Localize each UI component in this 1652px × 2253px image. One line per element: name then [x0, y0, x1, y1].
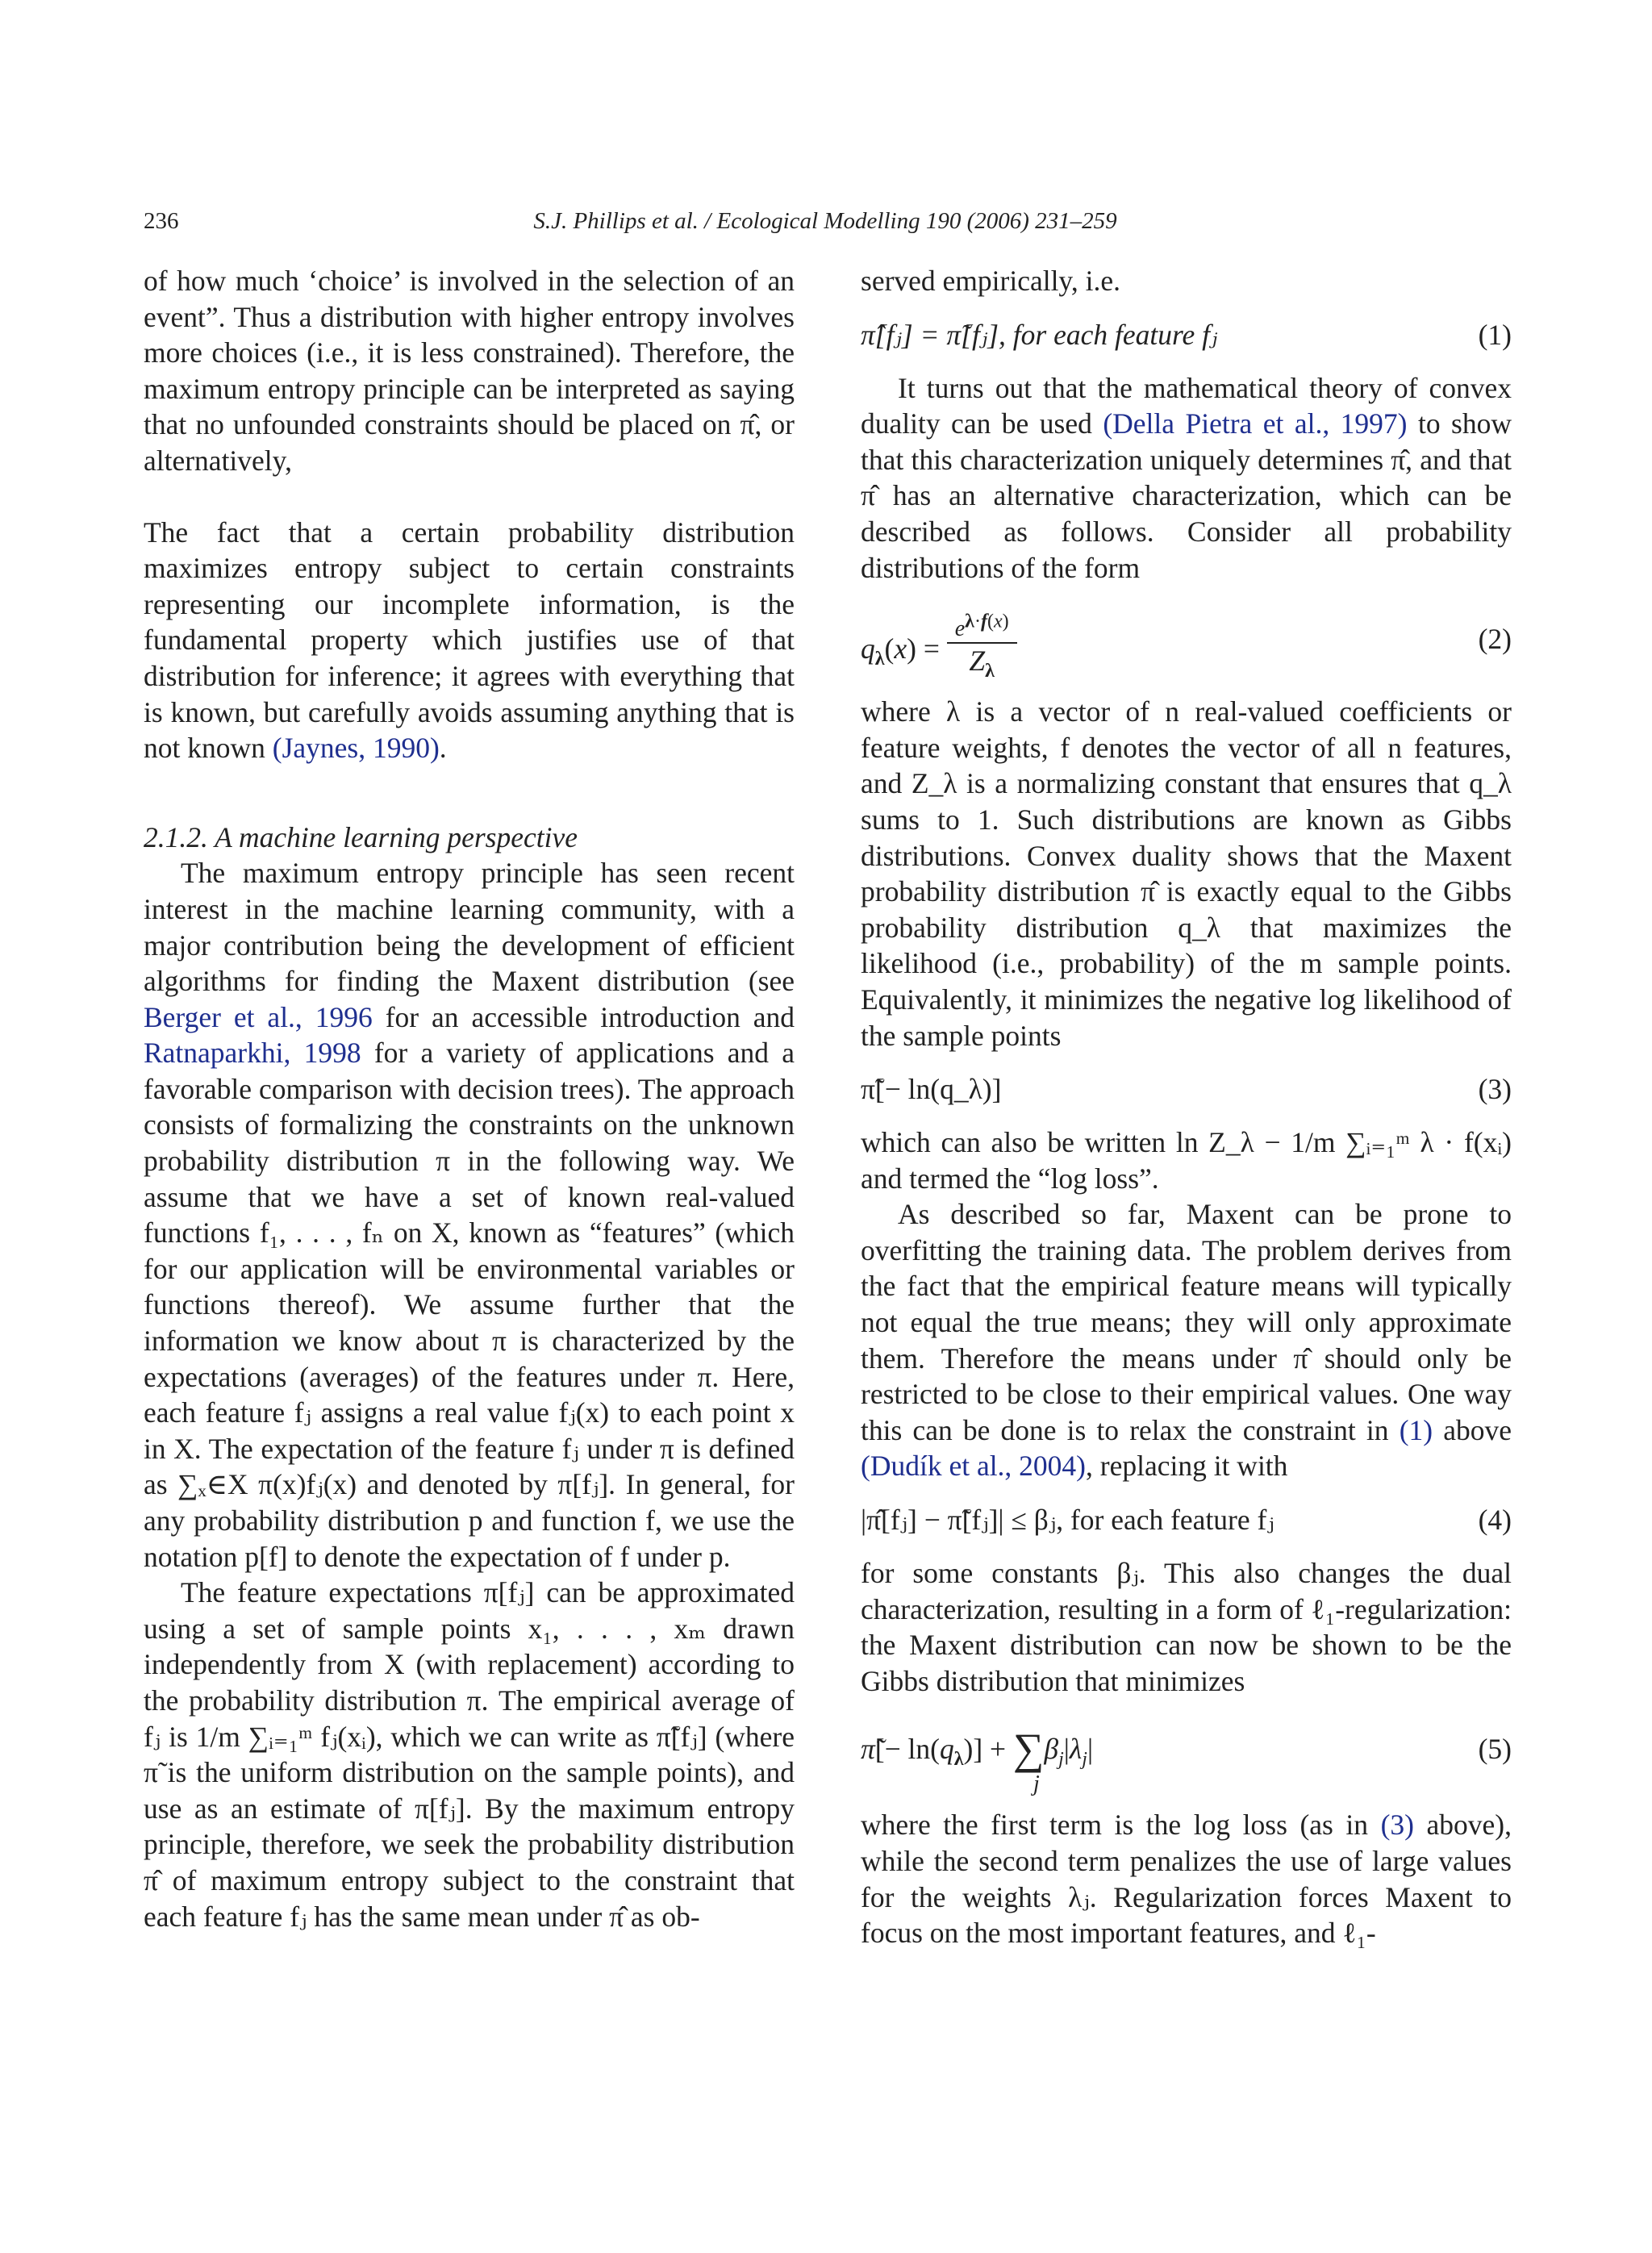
- paragraph-overfitting: [861, 1196, 1512, 1484]
- equation-5: [861, 1717, 1512, 1797]
- paragraph-log-loss-term: [861, 1807, 1512, 1951]
- equation-5-expression: π̃[− $\ln(q_\lambda)] + \sum\beta_j|\lambda_j|$ j: [861, 1724, 1094, 1797]
- equation-1: [861, 317, 1512, 353]
- equation-2-expression: $q_\lambda(x)$ = $\frac{e^{\lambda\cdot f(x)}}{Z_\lambda}$: [861, 621, 1017, 682]
- jaynes-quote-text: The fact that a certain probability distribution maximizes entropy subject to certain constraints representing our incomplete information, is the fundamental property which justifies use of that distribution for inference; it agrees with everything that is known, but carefully avoids assuming anything that is not known: [144, 515, 795, 765]
- loss-term-text-b: above), while the second term penalizes the use of large values for the weights λⱼ. Regularization forces Maxent to focus on the most important features, and ℓ₁-: [861, 1809, 1512, 1950]
- citation-ratnaparkhi[interactable]: Ratnaparkhi, 1998: [144, 1037, 361, 1070]
- citation-berger[interactable]: Berger et al., 1996: [144, 1000, 373, 1033]
- equation-2-lhs: q: [861, 632, 875, 665]
- running-head: [144, 205, 1507, 237]
- ml-text-c: for a variety of applications and a favorable comparison with decision trees). The approach consists of formalizing the constraints on the unknown probability distribution π in the following way. We assume that we have a set of known real-valued functions f₁, . . . , fₙ on X, known as “features” (which for our application will be environmental variables or functions thereof). We assume further that the information we know about π is characterized by the expectations (averages) of the features under π. Here, each feature fⱼ assigns a real value fⱼ(x) to each point x in X. The expectation of the feature fⱼ under π is defined as ∑ₓ∈X π(x)fⱼ(x) and denoted by π[fⱼ]. In general, for any probability distribution p and function f, we use the notation p[f] to denote the expectation of f under p.: [144, 1037, 795, 1573]
- paragraph-served-empirically: served empirically, i.e.: [861, 265, 1120, 297]
- citation-della-pietra[interactable]: (Della Pietra et al., 1997): [1103, 407, 1408, 440]
- equation-2: [861, 603, 1512, 682]
- citation-dudik[interactable]: (Dudík et al., 2004): [861, 1450, 1087, 1483]
- equation-ref-1[interactable]: (1): [1399, 1413, 1433, 1446]
- paragraph-regularization: for some constants βⱼ. This also changes the dual characterization, resulting in a form of ℓ₁-regularization: the Maxent distribution can now be shown to be the Gibbs distribution that minimizes: [861, 1557, 1512, 1697]
- equation-2-number: (2): [1478, 623, 1512, 656]
- paragraph-entropy-choice: of how much ‘choice’ is involved in the selection of an event”. Thus a distribution with higher entropy involves more choices (i.e., it is less constrained). Therefore, the maximum entropy principle can be interpreted as saying that no unfounded constraints should be placed on π̂, or alternatively,: [144, 265, 795, 477]
- duality-text-a: It turns out that the mathematical theory of convex duality can be used: [861, 371, 1512, 440]
- equation-3: [861, 1071, 1512, 1107]
- citation-jaynes[interactable]: (Jaynes, 1990): [272, 732, 440, 765]
- paragraph-gibbs: where λ is a vector of n real-valued coefficients or feature weights, f denotes the vector of all n features, and Z_λ is a normalizing constant that ensures that q_λ sums to 1. Such distributions are known as Gibbs distributions. Convex duality shows that the Maxent probability distribution π̂ is exactly equal to the Gibbs probability distribution q_λ that maximizes the likelihood (i.e., probability) of the m sample points. Equivalently, it minimizes the negative log likelihood of the sample points: [861, 695, 1512, 1052]
- section-heading-2-1-2: 2.1.2. A machine learning perspective: [144, 820, 578, 853]
- ml-text-b: for an accessible introduction and: [385, 1000, 795, 1033]
- equation-1-number: (1): [1478, 318, 1512, 351]
- overfitting-text-b: above: [1443, 1413, 1512, 1446]
- overfitting-text-a: As described so far, Maxent can be prone to overfitting the training data. The problem derives from the fact that the empirical feature means will typically not equal the true means; they will only approximate them. Therefore the means under π̂ should only be restricted to be close to their empirical values. One way this can be done is to relax the constraint in: [861, 1198, 1512, 1446]
- duality-text-b: to show that this characterization uniquely determines π̂, and that π̂ has an alternative characterization, which can be described as follows. Consider all probability distributions of the form: [861, 407, 1512, 584]
- paragraph-feature-expectations: The feature expectations π[fⱼ] can be approximated using a set of sample points x₁, . . . , xₘ drawn independently from X (with replacement) according to the probability distribution π. The empirical average of fⱼ is 1/m ∑ᵢ₌₁ᵐ fⱼ(xᵢ), which we can write as π̃[fⱼ] (where π̃ is the uniform distribution on the sample points), and use as an estimate of π[fⱼ]. By the maximum entropy principle, therefore, we seek the probability distribution π̂ of maximum entropy subject to the constraint that each feature fⱼ has the same mean under π̂ as ob-: [144, 1576, 795, 1933]
- overfitting-text-c: , replacing it with: [1086, 1450, 1288, 1483]
- jaynes-quote-end: .: [439, 732, 447, 765]
- equation-4-number: (4): [1478, 1504, 1512, 1537]
- equation-5-number: (5): [1478, 1733, 1512, 1766]
- journal-citation: S.J. Phillips et al. / Ecological Modelling 190 (2006) 231–259: [533, 208, 1117, 234]
- equation-4-expression: |π̂[fⱼ] − π̃[fⱼ]| ≤ βⱼ, for each feature fⱼ: [861, 1504, 1274, 1537]
- equation-ref-3[interactable]: (3): [1380, 1809, 1414, 1842]
- ml-text-a: The maximum entropy principle has seen recent interest in the machine learning community, with a major contribution being the development of efficient algorithms for finding the Maxent distribution (see: [144, 857, 795, 998]
- equation-2-fraction: $\frac{e^{\lambda\cdot f(x)}}{Z_\lambda}$: [947, 616, 1017, 678]
- right-column: [861, 263, 1512, 1951]
- loss-term-text-a: where the first term is the log loss (as in: [861, 1809, 1369, 1842]
- paragraph-log-loss: which can also be written ln Z_λ − 1/m ∑ᵢ₌₁ᵐ λ · f(xᵢ) and termed the “log loss”.: [861, 1126, 1512, 1195]
- equation-3-number: (3): [1478, 1073, 1512, 1106]
- equation-1-expression: π̂[fⱼ] = π̃[fⱼ], for each feature fⱼ: [861, 318, 1218, 351]
- equation-4: [861, 1502, 1512, 1537]
- page-number: 236: [144, 208, 179, 234]
- equation-3-expression: π̃[− ln(q_λ)]: [861, 1073, 1002, 1106]
- left-column: [144, 263, 795, 1934]
- paragraph-machine-learning: [144, 855, 795, 1575]
- paragraph-convex-duality: [861, 370, 1512, 586]
- paragraph-jaynes-quote: [144, 515, 795, 766]
